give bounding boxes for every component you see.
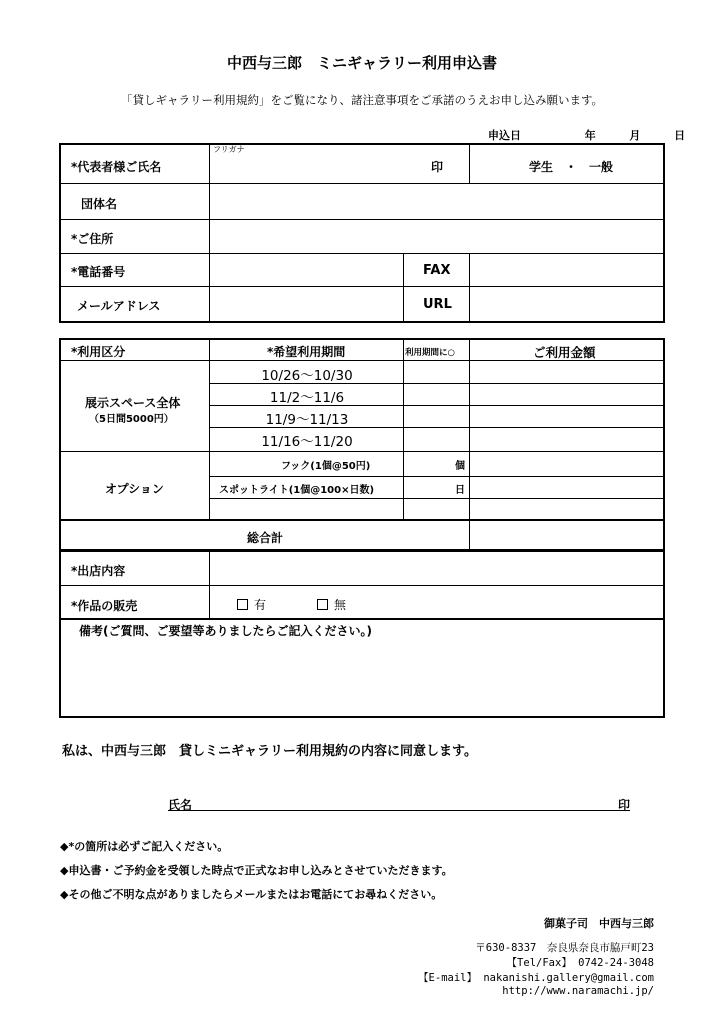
group-name-field[interactable] [211,185,663,217]
shop-address: 〒630-8337 奈良県奈良市脇戸町23 [475,942,654,954]
form-title: 中西与三郎 ミニギャラリー利用申込書 [226,54,497,72]
note-required: ◆*の箇所は必ずご記入ください。 [60,840,229,853]
remarks-label: 備考(ご質問、ご要望等ありましたらご記入ください。) [79,624,372,638]
artwork-sale-label: *作品の販売 [71,599,138,613]
period-option-1[interactable]: 10/26～10/30 [261,368,353,384]
sale-no-checkbox[interactable] [317,599,328,610]
total-amount-field[interactable] [471,521,663,551]
representative-name-label: *代表者様ご氏名 [71,160,162,174]
usage-amount-header: ご利用金額 [533,345,596,360]
date-year: 年 [584,129,596,142]
address-label: *ご住所 [71,232,114,246]
category-student-general[interactable]: 学生 ・ 一般 [529,160,614,174]
group-name-label: 団体名 [81,197,118,211]
sale-yes-text: 有 [254,598,267,612]
date-label: 申込日 [488,129,521,142]
usage-check-header: 利用期間に○ [405,348,455,358]
signature-name-label: 氏名 [168,798,193,812]
total-label: 総合計 [247,531,284,545]
total-row [59,519,665,551]
email-label: メールアドレス [77,299,161,313]
phone-label: *電話番号 [71,265,126,279]
note-confirmation: ◆申込書・ご予約金を受領した時点で正式なお申し込みとさせていただきます。 [60,864,453,877]
option-hook: フック(1個@50円) [281,461,371,472]
period-option-4[interactable]: 11/16～11/20 [261,434,353,450]
usage-period-header: *希望利用期間 [267,345,346,359]
shop-tel: 【Tel/Fax】 0742-24-3048 [506,957,654,969]
space-label: 展示スペース全体 [85,396,181,410]
shop-url: http://www.naramachi.jp/ [502,985,654,997]
usage-table [59,338,665,521]
sale-yes-checkbox[interactable] [237,599,248,610]
representative-name-field[interactable] [211,153,431,181]
exhibit-content-label: *出店内容 [71,564,126,578]
applicant-table [59,143,665,323]
usage-category-header: *利用区分 [71,345,126,359]
option-label: オプション [105,482,164,496]
signature-line[interactable] [168,810,630,811]
sale-yes-option[interactable] [237,596,266,613]
option-spotlight: スポットライト(1個@100×日数) [219,485,375,496]
agreement-statement: 私は、中西与三郎 貸しミニギャラリー利用規約の内容に同意します。 [62,744,477,759]
phone-field[interactable] [211,255,401,284]
application-date-row [488,127,685,143]
date-day: 日 [674,129,686,142]
exhibit-table [59,550,665,620]
fax-label: FAX [423,263,451,278]
sale-no-text: 無 [334,598,347,612]
seal-mark: 印 [431,160,444,174]
date-month: 月 [629,129,641,142]
fax-field[interactable] [471,255,663,284]
shop-email: 【E-mail】 nakanishi.gallery@gmail.com [418,972,654,984]
period-option-2[interactable]: 11/2～11/6 [269,390,345,406]
shop-name: 御菓子司 中西与三郎 [544,917,654,930]
remarks-box[interactable] [59,618,665,718]
option-spotlight-unit: 日 [455,485,465,496]
space-price: （5日間5000円） [89,414,174,425]
address-field[interactable] [211,221,663,251]
sale-no-option[interactable] [317,596,346,613]
url-label: URL [423,297,452,312]
note-contact: ◆その他ご不明な点がありましたらメールまたはお電話にてお尋ねください。 [60,888,443,901]
form-intro: 「貸しギャラリー利用規約」をご覧になり、諸注意事項をご承諾のうえお申し込み願います。 [120,93,604,107]
email-field[interactable] [211,288,401,321]
signature-seal: 印 [618,798,631,812]
furigana-label: フリガナ [213,145,245,154]
option-hook-unit: 個 [455,461,465,472]
exhibit-content-field[interactable] [211,552,663,584]
url-field[interactable] [471,288,663,321]
period-option-3[interactable]: 11/9～11/13 [265,412,349,428]
